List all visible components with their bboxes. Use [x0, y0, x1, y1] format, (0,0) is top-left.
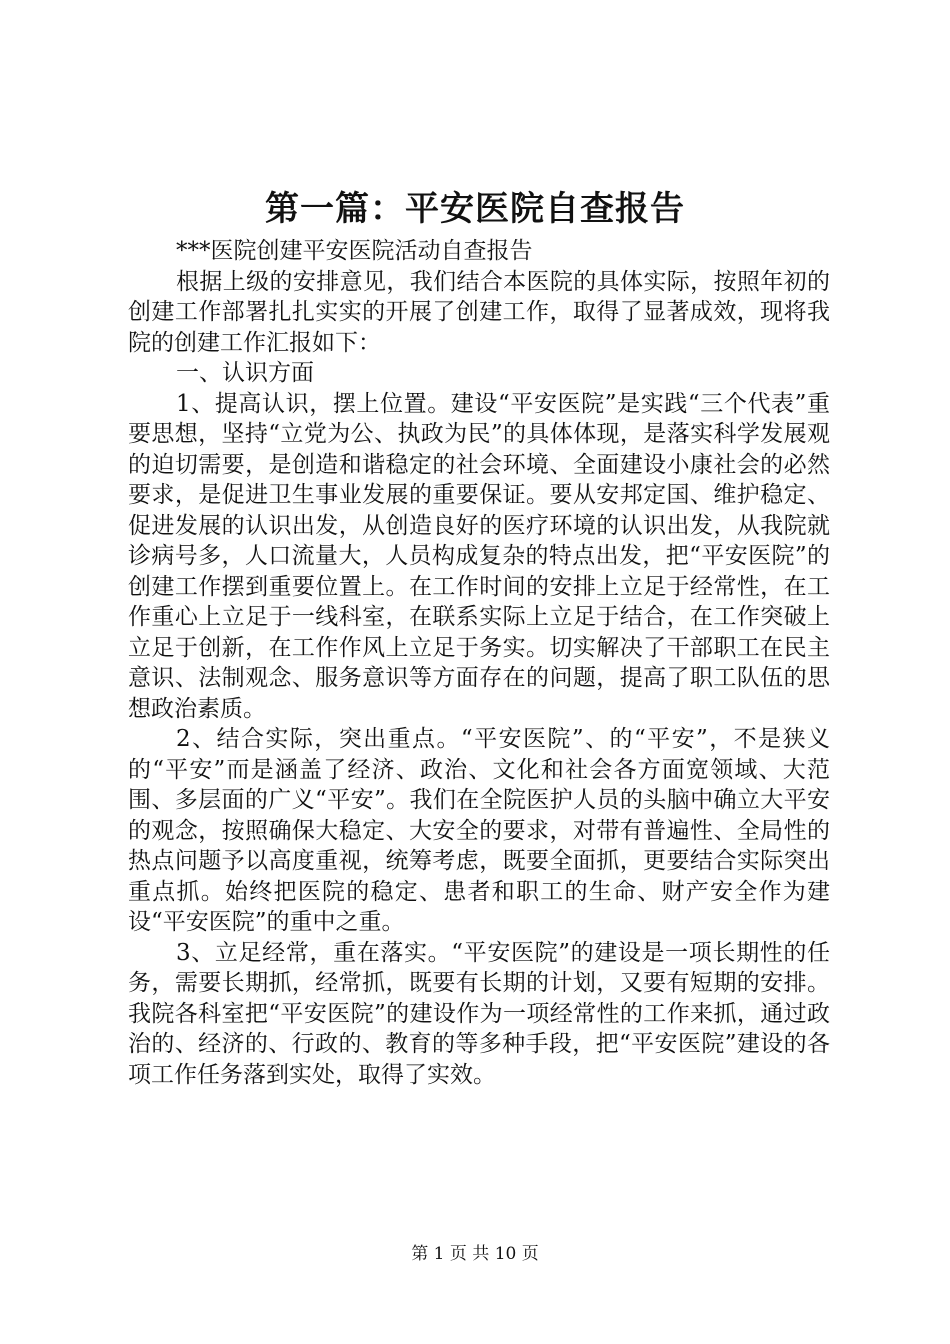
section-heading: 一、认识方面 [176, 360, 314, 386]
paragraph-subtitle: ***医院创建平安医院活动自查报告 [176, 238, 533, 264]
document-title: 第一篇：平安医院自查报告 [265, 189, 685, 229]
document-body [128, 236, 830, 1090]
paragraph-item-1: 1、提高认识，摆上位置。建设“平安医院”是实践“三个代表”重要思想，坚持“立党为公、执政为民”的具体体现，是落实科学发展观的迫切需要，是创造和谐稳定的社会环境、全面建设小康社会的必然要求，是促进卫生事业发展的重要保证。要从安邦定国、维护稳定、促进发展的认识出发，从创造良好的医疗环境的认识出发，从我院就诊病号多，人口流量大，人员构成复杂的特点出发，把“平安医院”的创建工作摆到重要位置上。在工作时间的安排上立足于经常性，在工作重心上立足于一线科室，在联系实际上立足于结合，在工作突破上立足于创新，在工作作风上立足于务实。切实解决了干部职工在民主意识、法制观念、服务意识等方面存在的问题，提高了职工队伍的思想政治素质。 [128, 390, 830, 722]
paragraph-item-3: 3、立足经常，重在落实。“平安医院”的建设是一项长期性的任务，需要长期抓，经常抓，既要有长期的计划，又要有短期的安排。我院各科室把“平安医院”的建设作为一项经常性的工作来抓，通过政治的、经济的、行政的、教育的等多种手段，把“平安医院”建设的各项工作任务落到实处，取得了实效。 [128, 939, 830, 1088]
page-number: 第 1 页 共 10 页 [411, 1244, 539, 1264]
paragraph-item-2: 2、结合实际，突出重点。“平安医院”、的“平安”，不是狭义的“平安”而是涵盖了经济、政治、文化和社会各方面宽领域、大范围、多层面的广义“平安”。我们在全院医护人员的头脑中确立大平安的观念，按照确保大稳定、大安全的要求，对带有普遍性、全局性的热点问题予以高度重视，统筹考虑，既要全面抓，更要结合实际突出重点抓。始终把医院的稳定、患者和职工的生命、财产安全作为建设“平安医院”的重中之重。 [128, 726, 830, 935]
paragraph-intro: 根据上级的安排意见，我们结合本医院的具体实际，按照年初的创建工作部署扎扎实实的开展了创建工作，取得了显著成效，现将我院的创建工作汇报如下： [128, 268, 830, 356]
